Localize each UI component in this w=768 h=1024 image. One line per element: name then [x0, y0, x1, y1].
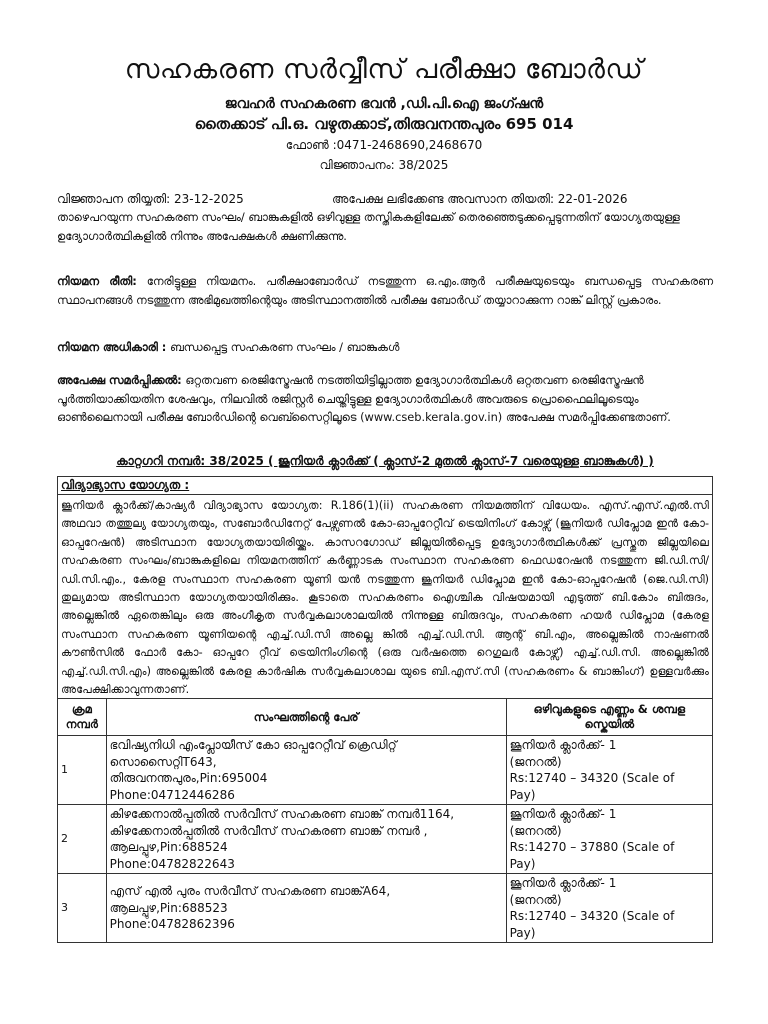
society-name-line: കിഴക്കേനാൽപ്പതിൽ സർവീസ് സഹകരണ ബാങ്ക് നമ്പർ ,: [109, 823, 428, 838]
education-text: ജൂനിയർ ക്ലാർക്ക്/കാഷ്യർ വിദ്യാഭ്യാസ യോഗ്യത: R.186(1)(ii) സഹകരണ നിയമത്തിന് വിധേയം. എസ്.എസ്.എൽ.സി അഥവാ തത്തുല്യ യോഗ്യതയും, സബോർഡിനേറ്റ് പേഴ്സണൽ കോ-ഓപ്പറേറ്റീവ് ട്രെയിനിംഗ് കോഴ്സ് (ജൂനിയർ ഡിപ്ലോമ ഇൻ കോ-ഓപ്പറേഷൻ) അടിസ്ഥാന യോഗ്യതയായിരിയ്ക്കും. കാസറഗോഡ് ജില്ലയിൽപ്പെട്ട ഉദ്യോഗാർത്ഥികൾക്ക് പ്രസ്തുത ജില്ലയിലെ സഹകരണ സംഘം/ബാങ്കുകളിലെ നിയമനത്തിന് കർണ്ണാടക സംസ്ഥാന സഹകരണ ഫെഡറേഷൻ നടത്തുന്ന ജി.ഡി.സി/ഡി.സി.എം., കേരള സംസ്ഥാന സഹകരണ യൂണി യൻ നടത്തുന്ന ജൂനിയർ ഡിപ്ലോമ ഇൻ കോ-ഓപ്പറേഷൻ (ജെ.ഡി.സി) തുല്യമായ അടിസ്ഥാന യോഗ്യതയായിരിക്കും. കൂടാതെ സഹകരണം ഐശ്ചിക വിഷയമായി എടുത്ത് ബി.കോം ബിരുദം, അല്ലെങ്കിൽ ഏതെങ്കിലും ഒരു അംഗീകൃത സർവ്വകലാശാലയിൽ നിന്നുള്ള ബിരുദവും, സഹകരണ ഹയർ ഡിപ്ലോമ (കേരള സംസ്ഥാന സഹകരണ യൂണിയന്റെ എച്ച്.ഡി.സി അല്ലെ ങ്കിൽ എച്ച്.ഡി.സി. ആന്റ് ബി.എം, അല്ലെങ്കിൽ നാഷണൽ കൗൺസിൽ ഫോർ കോ- ഓപ്പറേ റ്റീവ് ട്രെയിനിംഗിന്റെ (ഒരു വർഷത്തെ റെഗുലർ കോഴ്സ്) എച്ച്.ഡി.സി. അല്ലെങ്കിൽ എച്ച്.ഡി.സി.എം) അല്ലെങ്കിൽ കേരള കാർഷിക സർവ്വകലാശാല യുടെ ബി.എസ്.സി (സഹകരണം & ബാങ്കിംഗ്) ഉള്ളവർക്കും അപേക്ഷിക്കാവുന്നതാണ്.: [57, 494, 713, 698]
address-line-1: ജവഹർ സഹകരണ ഭവൻ ,ഡി.പി.ഐ ജംഗ്ഷൻ: [224, 96, 544, 112]
row-society-name: [106, 736, 506, 805]
society-name-line: ഭവിഷ്യനിധി എംപ്ലോയീസ് കോ ഓപ്പറേറ്റീവ് ക്രെഡിറ്റ്: [109, 738, 397, 752]
last-date: അപേക്ഷ ലഭിക്കേണ്ട അവസാന തിയതി: 22-01-2026: [332, 192, 628, 206]
vacancy-table: [57, 698, 713, 943]
phone-numbers: ഫോൺ :0471-2468690,2468670: [285, 138, 483, 152]
vacancy-line: (ജനറൽ): [509, 892, 562, 907]
appointing-authority: [57, 338, 713, 357]
row-society-name: [106, 874, 506, 943]
appointing-authority-text: ബന്ധപ്പെട്ട സഹകരണ സംഘം / ബാങ്കുകൾ: [166, 340, 400, 354]
society-name-line: കിഴക്കേനാൽപ്പതിൽ സർവീസ് സഹകരണ ബാങ്ക് നമ്പർ1164,: [109, 807, 455, 821]
vacancy-line: Rs:12740 – 34320 (Scale of: [509, 771, 675, 785]
notification-number: വിജ്ഞാപനം: 38/2025: [319, 158, 449, 172]
society-name-line: തിരുവനന്തപുരം,Pin:695004: [109, 771, 268, 785]
row-vacancies: [506, 874, 712, 943]
application-submission: [57, 371, 713, 427]
education-heading: [57, 476, 713, 494]
society-name-line: Phone:04782822643: [109, 856, 235, 871]
table-row: [58, 736, 713, 805]
table-row: [58, 805, 713, 874]
category-heading: കാറ്റഗറി നമ്പർ: 38/2025 ( ജൂനിയർ ക്ലാർക്ക് ( ക്ലാസ്-2 മുതൽ ക്ലാസ്-7 വരെയുള്ള ബാങ്കുകൾ) ): [116, 454, 654, 468]
society-name-line: Phone:04782862396: [109, 917, 235, 932]
header-society-name: സംഘത്തിന്റെ പേര്: [106, 699, 506, 736]
application-label: അപേക്ഷ സമർപ്പിക്കൽ:: [57, 373, 182, 387]
vacancy-line: Pay): [509, 925, 536, 940]
table-row: [58, 874, 713, 943]
society-name-line: Phone:04712446286: [109, 787, 235, 802]
society-name-line: എസ് എൽ പുരം സർവീസ് സഹകരണ ബാങ്ക്A64,: [109, 884, 391, 899]
notification-date: വിജ്ഞാപന തിയ്യതി: 23-12-2025: [57, 192, 244, 206]
vacancy-line: Rs:14270 – 37880 (Scale of: [509, 840, 675, 854]
row-serial-no: 1: [58, 736, 107, 805]
appointment-method-label: നിയമന രീതി:: [57, 274, 137, 288]
row-serial-no: 2: [58, 805, 107, 874]
vacancy-line: Pay): [509, 856, 536, 871]
row-vacancies: [506, 805, 712, 874]
society-name-line: ആലപ്പുഴ,Pin:688523: [109, 900, 228, 915]
vacancy-line: (ജനറൽ): [509, 823, 562, 838]
board-title: സഹകരണ സർവ്വീസ് പരീക്ഷാ ബോർഡ്: [124, 54, 644, 85]
address-line-2: തൈക്കാട് പി.ഒ. വഴുതക്കാട്,തിരുവനന്തപുരം 695 014: [194, 115, 574, 133]
vacancy-line: ജൂനിയർ ക്ലാർക്ക്- 1: [509, 738, 617, 752]
vacancy-line: ജൂനിയർ ക്ലാർക്ക്- 1: [509, 807, 617, 821]
vacancy-line: Pay): [509, 787, 536, 802]
education-heading-text: വിദ്യാഭ്യാസ യോഗ്യത :: [61, 478, 190, 492]
header-serial-no: ക്രമ നമ്പർ: [58, 699, 107, 736]
appointment-method: [57, 272, 713, 309]
table-header-row: [58, 699, 713, 736]
appointing-authority-label: നിയമന അധികാരി :: [57, 340, 167, 354]
row-serial-no: 3: [58, 874, 107, 943]
vacancy-line: ജൂനിയർ ക്ലാർക്ക്- 1: [509, 876, 617, 890]
appointment-method-text: നേരിട്ടുള്ള നിയമനം. പരീക്ഷാബോർഡ് നടത്തുന്ന ഒ.എം.ആർ പരീക്ഷയുടെയും ബന്ധപ്പെട്ട സഹകരണ സ്ഥാപനങ്ങൾ നടത്തുന്ന അഭിമുഖത്തിന്റെയും അടിസ്ഥാനത്തിൽ പരീക്ഷ ബോർഡ് തയ്യാറാക്കുന്ന റാങ്ക് ലിസ്റ്റ് പ്രകാരം.: [57, 274, 714, 307]
society-name-line: ആലപ്പുഴ,Pin:688524: [109, 840, 228, 854]
row-vacancies: [506, 736, 712, 805]
vacancy-line: (ജനറൽ): [509, 754, 562, 769]
application-text: ഒറ്റതവണ രെജിസ്ട്രേഷൻ നടത്തിയിട്ടില്ലാത്ത ഉദ്യോഗാർത്ഥികൾ ഒറ്റതവണ രെജിസ്ട്രേഷൻ പൂർത്തിയാക്കിയതിന ശേഷവും, നിലവിൽ രജിസ്റ്റർ ചെയ്തിട്ടുള്ള ഉദ്യോഗാർത്ഥികൾ അവരുടെ പ്രൊഫൈലിലൂടെയും ഓൺലൈനായി പരീക്ഷ ബോർഡിന്റെ വെബ്സൈറ്റിലൂടെ (www.cseb.kerala.gov.in) അപേക്ഷ സമർപ്പിക്കേണ്ടതാണ്.: [57, 373, 671, 424]
header-vacancies: ഒഴിവുകളുടെ എണ്ണം & ശമ്പള സ്കെയിൽ: [506, 699, 712, 736]
intro-paragraph: താഴെപറയുന്ന സഹകരണ സംഘം/ ബാങ്കുകളിൽ ഒഴിവുള്ള തസ്തികകളിലേക്ക് തെരഞ്ഞെടുക്കപ്പെടുന്നതിന് യോഗ്യതയുള്ള ഉദ്യോഗാർത്ഥികളിൽ നിന്നും അപേക്ഷകൾ ക്ഷണിക്കുന്നു.: [57, 210, 680, 243]
vacancy-line: Rs:12740 – 34320 (Scale of: [509, 909, 675, 923]
row-society-name: [106, 805, 506, 874]
society-name-line: സൊസൈറ്റിT643,: [109, 754, 217, 769]
